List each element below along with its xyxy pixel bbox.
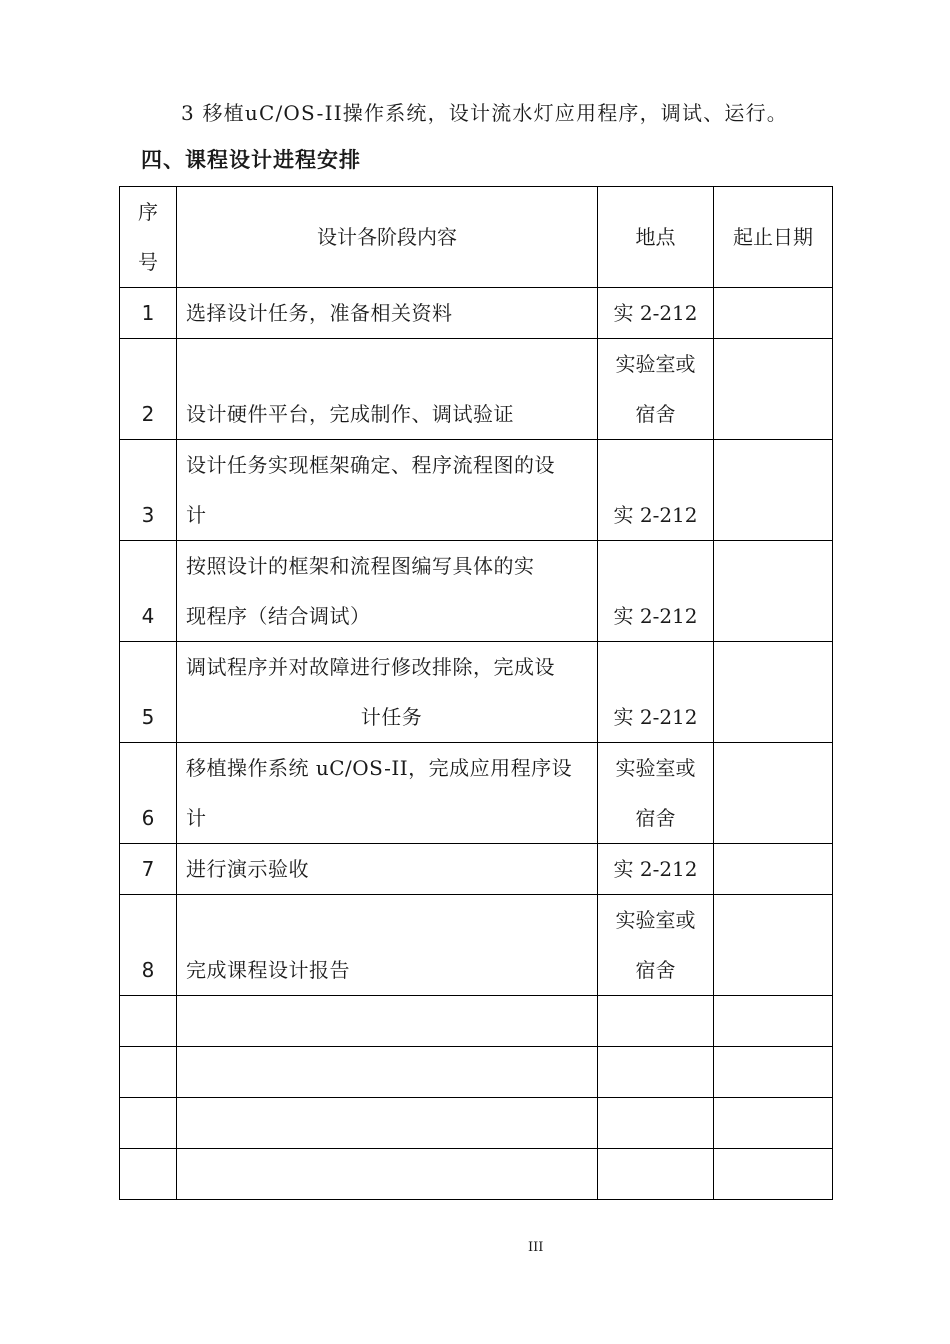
row-dates (714, 844, 833, 895)
row-location (598, 339, 714, 440)
row-content (177, 440, 598, 541)
row-dates (714, 440, 833, 541)
row-content-line: 计 (186, 806, 207, 830)
row-location (598, 642, 714, 743)
row-dates (714, 339, 833, 440)
row-location (598, 743, 714, 844)
row-location-line: 实验室或 (615, 756, 696, 780)
table-row (120, 844, 833, 895)
empty-cell (598, 1047, 714, 1098)
row-content (177, 541, 598, 642)
row-seq: 5 (120, 642, 177, 743)
empty-cell (120, 1149, 177, 1200)
empty-cell (177, 1098, 598, 1149)
table-row (120, 288, 833, 339)
row-content-line: 移植操作系统 uC/OS-II，完成应用程序设 (186, 756, 573, 780)
table-row (120, 440, 833, 541)
page-number: III (528, 1240, 544, 1255)
empty-cell (598, 1149, 714, 1200)
row-content (177, 844, 598, 895)
section-heading: 四、课程设计进程安排 (141, 148, 361, 172)
row-content (177, 288, 598, 339)
row-seq: 3 (120, 440, 177, 541)
row-dates (714, 895, 833, 996)
intro-line: 3 移植uC/OS-II操作系统，设计流水灯应用程序，调试、运行。 (181, 101, 788, 125)
table-row (120, 339, 833, 440)
empty-cell (714, 996, 833, 1047)
row-content-line: 完成课程设计报告 (186, 958, 350, 982)
row-location-line: 实 2-212 (613, 705, 698, 729)
row-location-line: 实验室或 (615, 908, 696, 932)
empty-cell (120, 1047, 177, 1098)
row-location-line: 实验室或 (615, 352, 696, 376)
row-dates (714, 541, 833, 642)
row-location-line: 实 2-212 (613, 503, 698, 527)
row-content-line: 现程序（结合调试） (186, 604, 371, 628)
header-seq-line2: 号 (138, 250, 158, 274)
empty-cell (714, 1149, 833, 1200)
table-row-empty (120, 1098, 833, 1149)
row-content-line: 按照设计的框架和流程图编写具体的实 (186, 554, 535, 578)
table-row-empty (120, 1149, 833, 1200)
row-content (177, 339, 598, 440)
row-location (598, 844, 714, 895)
row-seq: 1 (120, 288, 177, 339)
row-content-line: 选择设计任务，准备相关资料 (186, 301, 453, 325)
empty-cell (177, 1047, 598, 1098)
empty-cell (177, 996, 598, 1047)
row-location-line: 实 2-212 (613, 604, 698, 628)
empty-cell (714, 1047, 833, 1098)
empty-cell (177, 1149, 598, 1200)
row-content-line: 设计任务实现框架确定、程序流程图的设 (186, 453, 555, 477)
row-seq: 4 (120, 541, 177, 642)
table-row-empty (120, 1047, 833, 1098)
row-seq: 7 (120, 844, 177, 895)
empty-cell (120, 996, 177, 1047)
row-location-line: 实 2-212 (613, 857, 698, 881)
row-location-line: 宿舍 (635, 958, 676, 982)
row-location-line: 宿舍 (635, 806, 676, 830)
row-content (177, 743, 598, 844)
header-location: 地点 (598, 187, 714, 288)
table-row-empty (120, 996, 833, 1047)
header-seq (120, 187, 177, 288)
row-location (598, 541, 714, 642)
row-seq: 2 (120, 339, 177, 440)
row-seq: 6 (120, 743, 177, 844)
table-row (120, 895, 833, 996)
header-dates: 起止日期 (714, 187, 833, 288)
table-row (120, 541, 833, 642)
row-dates (714, 743, 833, 844)
row-content (177, 895, 598, 996)
row-seq: 8 (120, 895, 177, 996)
row-dates (714, 642, 833, 743)
empty-cell (598, 1098, 714, 1149)
row-location (598, 895, 714, 996)
table-row (120, 743, 833, 844)
row-location (598, 440, 714, 541)
schedule-table (119, 186, 833, 1200)
row-content-line: 计 (186, 503, 207, 527)
row-location-line: 宿舍 (635, 402, 676, 426)
table-row (120, 642, 833, 743)
row-content-line: 设计硬件平台，完成制作、调试验证 (186, 402, 514, 426)
row-content-line: 计任务 (360, 705, 423, 729)
empty-cell (598, 996, 714, 1047)
header-seq-line1: 序 (138, 200, 158, 224)
row-content (177, 642, 598, 743)
row-location (598, 288, 714, 339)
empty-cell (120, 1098, 177, 1149)
row-content-line: 调试程序并对故障进行修改排除，完成设 (186, 655, 555, 679)
table-header-row (120, 187, 833, 288)
row-location-line: 实 2-212 (613, 301, 698, 325)
row-dates (714, 288, 833, 339)
header-content: 设计各阶段内容 (177, 187, 598, 288)
empty-cell (714, 1098, 833, 1149)
row-content-line: 进行演示验收 (186, 857, 309, 881)
